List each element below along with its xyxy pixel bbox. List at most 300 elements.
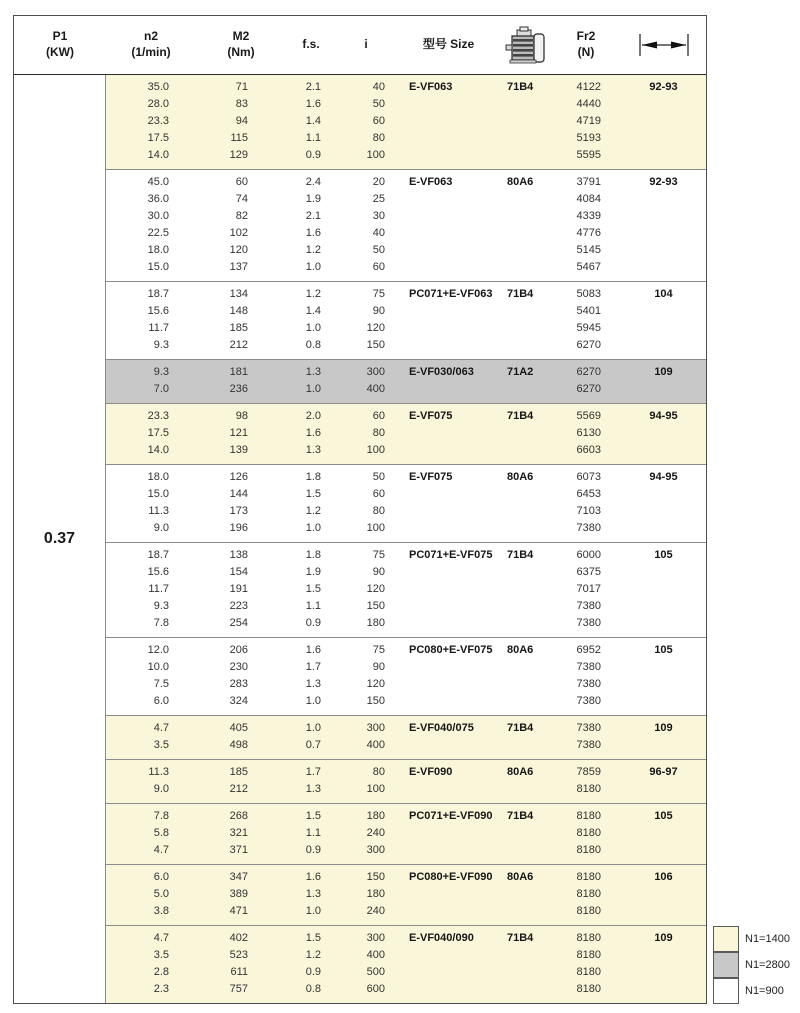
cell-fr2: 6270 bbox=[576, 383, 601, 395]
cell-fr2: 8180 bbox=[576, 932, 601, 944]
cell-pages: 105 bbox=[654, 644, 673, 656]
cell-n2: 11.3 bbox=[148, 766, 169, 778]
cell-pages bbox=[621, 886, 706, 903]
cell-pages bbox=[621, 676, 706, 693]
legend-swatch-white bbox=[713, 978, 739, 1004]
cell-i: 50 bbox=[372, 244, 385, 256]
cell-i: 20 bbox=[372, 176, 385, 188]
table-blocks bbox=[106, 75, 706, 1003]
cell-type bbox=[396, 242, 501, 259]
cell-i: 100 bbox=[366, 522, 385, 534]
cell-n2: 3.5 bbox=[153, 739, 169, 751]
cell-size bbox=[501, 320, 551, 337]
cell-type bbox=[396, 659, 501, 676]
cell-type bbox=[396, 381, 501, 398]
cell-m2: 498 bbox=[229, 739, 248, 751]
table-row bbox=[106, 303, 706, 320]
cell-pages: 104 bbox=[654, 288, 673, 300]
cell-pages bbox=[621, 96, 706, 113]
cell-fs: 1.2 bbox=[305, 244, 321, 256]
cell-type bbox=[396, 964, 501, 981]
cell-pages: 94-95 bbox=[649, 471, 678, 483]
cell-m2: 371 bbox=[229, 844, 248, 856]
cell-fs: 1.8 bbox=[305, 471, 321, 483]
cell-fs: 1.1 bbox=[305, 827, 321, 839]
table-row bbox=[106, 486, 706, 503]
cell-fs: 2.1 bbox=[305, 81, 321, 93]
table-row bbox=[106, 147, 706, 164]
cell-pages bbox=[621, 425, 706, 442]
cell-n2: 5.8 bbox=[153, 827, 169, 839]
cell-size bbox=[501, 693, 551, 710]
cell-pages bbox=[621, 981, 706, 998]
cell-n2: 7.8 bbox=[153, 617, 169, 629]
table-block bbox=[106, 170, 706, 282]
cell-pages bbox=[621, 598, 706, 615]
cell-type bbox=[396, 337, 501, 354]
cell-m2: 148 bbox=[229, 305, 248, 317]
cell-fr2: 5945 bbox=[576, 322, 601, 334]
cell-fs: 1.5 bbox=[305, 932, 321, 944]
cell-pages bbox=[621, 381, 706, 398]
cell-n2: 4.7 bbox=[153, 932, 169, 944]
cell-pages bbox=[621, 303, 706, 320]
table-block bbox=[106, 404, 706, 465]
cell-n2: 15.0 bbox=[147, 488, 169, 500]
cell-fr2: 7380 bbox=[576, 522, 601, 534]
table-block bbox=[106, 75, 706, 170]
cell-fs: 0.8 bbox=[305, 983, 321, 995]
cell-pages bbox=[621, 581, 706, 598]
cell-type: PC071+E-VF063 bbox=[409, 288, 493, 300]
cell-n2: 11.7 bbox=[148, 322, 169, 334]
cell-fr2: 5569 bbox=[576, 410, 601, 422]
cell-fs: 0.7 bbox=[305, 739, 321, 751]
cell-i: 300 bbox=[366, 844, 385, 856]
cell-n2: 14.0 bbox=[147, 444, 169, 456]
cell-n2: 28.0 bbox=[147, 98, 169, 110]
table-block bbox=[106, 760, 706, 804]
cell-fs: 1.2 bbox=[305, 288, 321, 300]
cell-type bbox=[396, 96, 501, 113]
cell-n2: 22.5 bbox=[147, 227, 169, 239]
cell-fs: 1.5 bbox=[305, 583, 321, 595]
cell-m2: 139 bbox=[229, 444, 248, 456]
cell-fr2: 4084 bbox=[576, 193, 601, 205]
cell-fs: 1.6 bbox=[305, 427, 321, 439]
cell-n2: 17.5 bbox=[147, 427, 169, 439]
cell-m2: 98 bbox=[235, 410, 248, 422]
legend-item-1400 bbox=[713, 926, 790, 952]
table-row bbox=[106, 764, 706, 781]
cell-fr2: 8180 bbox=[576, 949, 601, 961]
cell-m2: 173 bbox=[229, 505, 248, 517]
table-row bbox=[106, 225, 706, 242]
cell-type bbox=[396, 225, 501, 242]
p1-value: 0.37 bbox=[14, 75, 106, 1003]
cell-size: 71B4 bbox=[507, 932, 534, 944]
cell-fr2: 3791 bbox=[576, 176, 601, 188]
table-block bbox=[106, 543, 706, 638]
cell-pages: 106 bbox=[654, 871, 673, 883]
table-row bbox=[106, 564, 706, 581]
table-row bbox=[106, 737, 706, 754]
cell-pages bbox=[621, 737, 706, 754]
cell-pages bbox=[621, 208, 706, 225]
cell-fr2: 6952 bbox=[576, 644, 601, 656]
cell-type bbox=[396, 947, 501, 964]
cell-fr2: 8180 bbox=[576, 844, 601, 856]
table-row bbox=[106, 208, 706, 225]
cell-n2: 45.0 bbox=[147, 176, 169, 188]
cell-type: PC071+E-VF075 bbox=[409, 549, 493, 561]
cell-i: 90 bbox=[372, 305, 385, 317]
cell-fs: 1.6 bbox=[305, 98, 321, 110]
cell-size bbox=[501, 442, 551, 459]
cell-fr2: 8180 bbox=[576, 871, 601, 883]
gearmotor-rating-table bbox=[13, 15, 707, 1004]
cell-fs: 1.0 bbox=[305, 695, 321, 707]
cell-n2: 3.5 bbox=[153, 949, 169, 961]
cell-i: 120 bbox=[366, 678, 385, 690]
table-row bbox=[106, 886, 706, 903]
cell-n2: 7.0 bbox=[153, 383, 169, 395]
table-row bbox=[106, 364, 706, 381]
cell-size: 80A6 bbox=[507, 471, 534, 483]
cell-pages bbox=[621, 242, 706, 259]
cell-fr2: 7380 bbox=[576, 600, 601, 612]
table-row bbox=[106, 808, 706, 825]
cell-size bbox=[501, 242, 551, 259]
cell-i: 75 bbox=[372, 288, 385, 300]
cell-m2: 102 bbox=[229, 227, 248, 239]
cell-fr2: 8180 bbox=[576, 983, 601, 995]
cell-pages bbox=[621, 964, 706, 981]
cell-n2: 9.3 bbox=[153, 600, 169, 612]
table-row bbox=[106, 581, 706, 598]
cell-i: 100 bbox=[366, 444, 385, 456]
cell-fr2: 6130 bbox=[576, 427, 601, 439]
cell-size bbox=[501, 842, 551, 859]
cell-fs: 1.3 bbox=[305, 444, 321, 456]
table-row bbox=[106, 547, 706, 564]
cell-n2: 15.6 bbox=[147, 305, 169, 317]
cell-n2: 9.3 bbox=[153, 339, 169, 351]
table-row bbox=[106, 930, 706, 947]
cell-pages bbox=[621, 130, 706, 147]
cell-m2: 138 bbox=[229, 549, 248, 561]
cell-pages bbox=[621, 947, 706, 964]
table-row bbox=[106, 598, 706, 615]
cell-type bbox=[396, 598, 501, 615]
cell-size: 71B4 bbox=[507, 810, 534, 822]
cell-n2: 15.6 bbox=[147, 566, 169, 578]
cell-fs: 2.0 bbox=[305, 410, 321, 422]
cell-n2: 9.0 bbox=[153, 783, 169, 795]
cell-size bbox=[501, 659, 551, 676]
cell-type: E-VF063 bbox=[409, 81, 453, 93]
cell-size bbox=[501, 964, 551, 981]
cell-m2: 611 bbox=[230, 966, 248, 978]
cell-m2: 94 bbox=[235, 115, 248, 127]
table-block bbox=[106, 465, 706, 543]
cell-m2: 268 bbox=[229, 810, 248, 822]
cell-size bbox=[501, 564, 551, 581]
cell-n2: 2.8 bbox=[153, 966, 169, 978]
cell-fs: 1.1 bbox=[305, 132, 321, 144]
cell-fr2: 8180 bbox=[576, 905, 601, 917]
table-row bbox=[106, 174, 706, 191]
cell-n2: 4.7 bbox=[153, 844, 169, 856]
cell-pages: 105 bbox=[654, 549, 673, 561]
table-row bbox=[106, 781, 706, 798]
cell-type bbox=[396, 737, 501, 754]
cell-m2: 283 bbox=[229, 678, 248, 690]
table-row bbox=[106, 259, 706, 276]
cell-fr2: 8180 bbox=[576, 888, 601, 900]
cell-i: 50 bbox=[372, 98, 385, 110]
cell-size bbox=[501, 303, 551, 320]
cell-size: 71B4 bbox=[507, 288, 534, 300]
cell-type bbox=[396, 825, 501, 842]
cell-i: 150 bbox=[366, 871, 385, 883]
cell-size bbox=[501, 113, 551, 130]
cell-pages bbox=[621, 486, 706, 503]
cell-pages bbox=[621, 781, 706, 798]
cell-fr2: 5083 bbox=[576, 288, 601, 300]
cell-type: E-VF075 bbox=[409, 471, 453, 483]
cell-i: 25 bbox=[372, 193, 385, 205]
cell-size bbox=[501, 225, 551, 242]
table-row bbox=[106, 503, 706, 520]
cell-i: 180 bbox=[366, 810, 385, 822]
cell-i: 40 bbox=[372, 227, 385, 239]
cell-m2: 115 bbox=[230, 132, 248, 144]
cell-type: PC080+E-VF075 bbox=[409, 644, 493, 656]
cell-m2: 191 bbox=[229, 583, 248, 595]
cell-m2: 121 bbox=[229, 427, 248, 439]
cell-m2: 120 bbox=[229, 244, 248, 256]
cell-m2: 185 bbox=[229, 322, 248, 334]
cell-fr2: 6073 bbox=[576, 471, 601, 483]
cell-n2: 15.0 bbox=[147, 261, 169, 273]
cell-size bbox=[501, 130, 551, 147]
cell-i: 600 bbox=[366, 983, 385, 995]
cell-type bbox=[396, 147, 501, 164]
cell-fr2: 7380 bbox=[576, 617, 601, 629]
cell-pages bbox=[621, 503, 706, 520]
cell-fs: 2.1 bbox=[305, 210, 321, 222]
cell-type bbox=[396, 191, 501, 208]
cell-fr2: 6453 bbox=[576, 488, 601, 500]
cell-m2: 144 bbox=[229, 488, 248, 500]
cell-fr2: 5595 bbox=[576, 149, 601, 161]
cell-m2: 71 bbox=[235, 81, 248, 93]
cell-type: E-VF063 bbox=[409, 176, 453, 188]
header-type-size: 型号 Size bbox=[422, 37, 475, 52]
cell-m2: 236 bbox=[229, 383, 248, 395]
cell-size: 80A6 bbox=[507, 871, 534, 883]
cell-pages: 109 bbox=[654, 932, 673, 944]
cell-m2: 523 bbox=[229, 949, 248, 961]
table-row bbox=[106, 693, 706, 710]
table-row bbox=[106, 469, 706, 486]
table-row bbox=[106, 642, 706, 659]
table-row bbox=[106, 981, 706, 998]
cell-size bbox=[501, 947, 551, 964]
cell-pages bbox=[621, 320, 706, 337]
cell-fs: 1.3 bbox=[305, 366, 321, 378]
cell-type: E-VF075 bbox=[409, 410, 453, 422]
cell-size bbox=[501, 737, 551, 754]
cell-n2: 23.3 bbox=[147, 410, 169, 422]
cell-type: E-VF030/063 bbox=[409, 366, 474, 378]
cell-pages: 96-97 bbox=[649, 766, 678, 778]
cell-type bbox=[396, 303, 501, 320]
cell-m2: 60 bbox=[235, 176, 248, 188]
cell-fs: 1.2 bbox=[305, 505, 321, 517]
table-row bbox=[106, 96, 706, 113]
table-row bbox=[106, 964, 706, 981]
cell-n2: 23.3 bbox=[147, 115, 169, 127]
cell-fr2: 4122 bbox=[576, 81, 601, 93]
cell-m2: 471 bbox=[229, 905, 248, 917]
cell-n2: 18.7 bbox=[147, 549, 169, 561]
cell-size: 71B4 bbox=[507, 549, 534, 561]
cell-type bbox=[396, 842, 501, 859]
cell-n2: 14.0 bbox=[147, 149, 169, 161]
cell-size bbox=[501, 381, 551, 398]
table-row bbox=[106, 320, 706, 337]
cell-fs: 1.0 bbox=[305, 383, 321, 395]
table-row bbox=[106, 659, 706, 676]
cell-pages bbox=[621, 615, 706, 632]
cell-size: 80A6 bbox=[507, 176, 534, 188]
cell-fs: 1.0 bbox=[305, 722, 321, 734]
cell-fs: 0.9 bbox=[305, 617, 321, 629]
cell-fs: 0.9 bbox=[305, 149, 321, 161]
cell-pages bbox=[621, 659, 706, 676]
cell-fr2: 6375 bbox=[576, 566, 601, 578]
cell-type bbox=[396, 615, 501, 632]
cell-fr2: 8180 bbox=[576, 966, 601, 978]
cell-fr2: 7380 bbox=[576, 722, 601, 734]
cell-i: 120 bbox=[366, 322, 385, 334]
cell-m2: 181 bbox=[229, 366, 248, 378]
cell-fr2: 5467 bbox=[576, 261, 601, 273]
cell-fr2: 6000 bbox=[576, 549, 601, 561]
cell-size bbox=[501, 259, 551, 276]
cell-m2: 757 bbox=[229, 983, 248, 995]
table-block bbox=[106, 804, 706, 865]
cell-m2: 402 bbox=[229, 932, 248, 944]
cell-fs: 1.3 bbox=[305, 888, 321, 900]
cell-i: 90 bbox=[372, 661, 385, 673]
cell-size: 80A6 bbox=[507, 644, 534, 656]
cell-size: 71B4 bbox=[507, 722, 534, 734]
cell-fs: 1.5 bbox=[305, 488, 321, 500]
table-row bbox=[106, 242, 706, 259]
table-row bbox=[106, 79, 706, 96]
cell-n2: 12.0 bbox=[147, 644, 169, 656]
cell-pages bbox=[621, 520, 706, 537]
cell-fr2: 7017 bbox=[576, 583, 601, 595]
cell-pages: 92-93 bbox=[649, 176, 678, 188]
legend-swatch-yellow bbox=[713, 926, 739, 952]
cell-size bbox=[501, 676, 551, 693]
cell-fs: 1.5 bbox=[305, 810, 321, 822]
cell-i: 120 bbox=[366, 583, 385, 595]
cell-pages bbox=[621, 113, 706, 130]
cell-type bbox=[396, 113, 501, 130]
cell-fr2: 7380 bbox=[576, 695, 601, 707]
cell-size bbox=[501, 781, 551, 798]
cell-fs: 1.6 bbox=[305, 871, 321, 883]
cell-n2: 17.5 bbox=[147, 132, 169, 144]
cell-i: 60 bbox=[372, 410, 385, 422]
dimension-arrow-icon bbox=[621, 32, 706, 58]
cell-fs: 1.2 bbox=[305, 949, 321, 961]
cell-type bbox=[396, 520, 501, 537]
cell-type bbox=[396, 693, 501, 710]
table-row bbox=[106, 286, 706, 303]
cell-fs: 1.9 bbox=[305, 193, 321, 205]
cell-size bbox=[501, 981, 551, 998]
cell-size: 71B4 bbox=[507, 410, 534, 422]
cell-size bbox=[501, 191, 551, 208]
cell-type bbox=[396, 259, 501, 276]
table-row bbox=[106, 947, 706, 964]
cell-type: E-VF040/075 bbox=[409, 722, 474, 734]
cell-size bbox=[501, 598, 551, 615]
table-row bbox=[106, 869, 706, 886]
cell-n2: 6.0 bbox=[153, 871, 169, 883]
legend-label: N1=1400 bbox=[745, 933, 790, 945]
cell-i: 60 bbox=[372, 261, 385, 273]
table-row bbox=[106, 408, 706, 425]
cell-pages bbox=[621, 337, 706, 354]
cell-type bbox=[396, 676, 501, 693]
table-row bbox=[106, 676, 706, 693]
cell-fs: 1.4 bbox=[305, 305, 321, 317]
cell-type: E-VF040/090 bbox=[409, 932, 474, 944]
table-row bbox=[106, 337, 706, 354]
cell-pages: 109 bbox=[654, 722, 673, 734]
cell-pages bbox=[621, 259, 706, 276]
cell-n2: 11.7 bbox=[148, 583, 169, 595]
cell-fs: 2.4 bbox=[305, 176, 321, 188]
cell-type: PC071+E-VF090 bbox=[409, 810, 493, 822]
cell-m2: 82 bbox=[235, 210, 248, 222]
legend-item-900 bbox=[713, 978, 790, 1004]
cell-pages bbox=[621, 442, 706, 459]
cell-size bbox=[501, 337, 551, 354]
cell-i: 80 bbox=[372, 132, 385, 144]
cell-fs: 0.8 bbox=[305, 339, 321, 351]
cell-i: 90 bbox=[372, 566, 385, 578]
cell-m2: 74 bbox=[235, 193, 248, 205]
header-p1: P1 (KW) bbox=[46, 29, 74, 59]
cell-size bbox=[501, 425, 551, 442]
cell-n2: 6.0 bbox=[153, 695, 169, 707]
cell-i: 400 bbox=[366, 739, 385, 751]
cell-m2: 347 bbox=[229, 871, 248, 883]
cell-i: 400 bbox=[366, 949, 385, 961]
cell-i: 150 bbox=[366, 339, 385, 351]
cell-m2: 254 bbox=[229, 617, 248, 629]
legend-label: N1=900 bbox=[745, 985, 784, 997]
header-m2: M2 (Nm) bbox=[227, 29, 255, 59]
